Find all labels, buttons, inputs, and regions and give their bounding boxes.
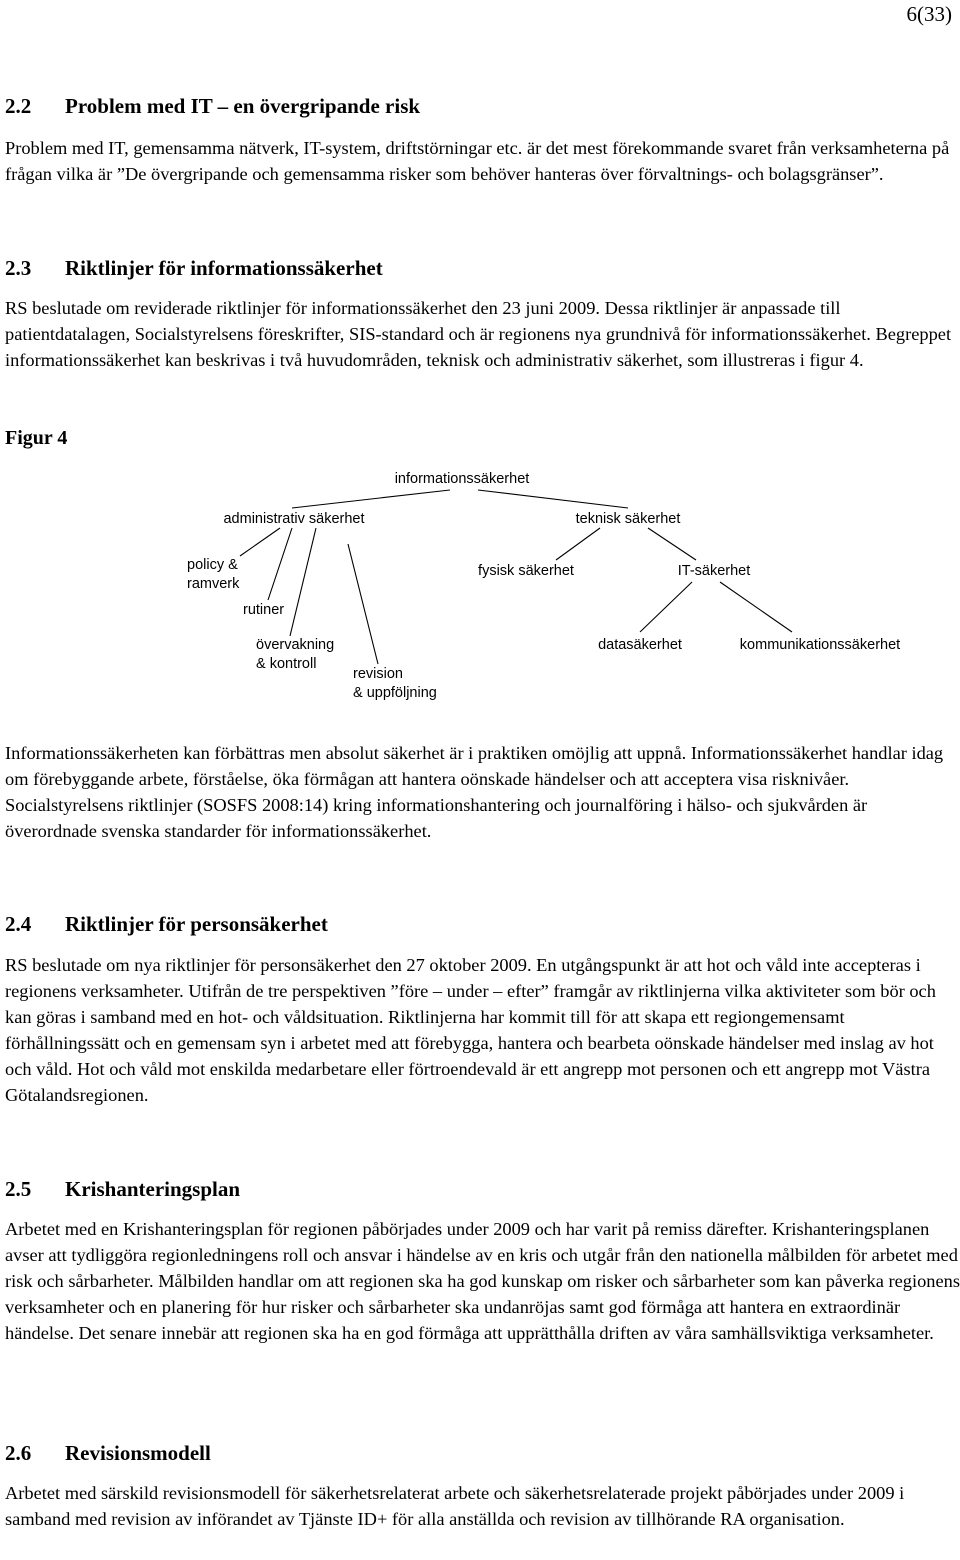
node-teknisk-sakerhet: teknisk säkerhet — [575, 511, 681, 527]
section-heading-2-2 — [5, 94, 420, 119]
edge-tech-fysisk — [556, 528, 600, 560]
section-text-2-3: RS beslutade om reviderade riktlinjer för informationssäkerhet den 23 juni 2009. Dessa riktlinjer är anpassade till patientdatalagen, Socialstyrelsens föreskrifter, SIS-standard och är regionens nya grundnivå för informationssäkerhet. Begreppet informationssäkerhet kan beskrivas i två huvudområden, teknisk och administrativ säkerhet, som illustreras i figur 4. — [5, 298, 952, 370]
edge-admin-rutiner — [268, 528, 292, 600]
section-heading-2-4 — [5, 912, 328, 937]
section-number: 2.6 — [5, 1441, 32, 1465]
section-heading-2-6 — [5, 1441, 211, 1466]
node-rutiner: rutiner — [243, 602, 285, 618]
section-title: Revisionsmodell — [65, 1441, 211, 1465]
page-number: 6(33) — [906, 2, 952, 26]
section-title: Problem med IT – en övergripande risk — [65, 94, 421, 118]
node-revision-line1: revision — [353, 666, 403, 682]
section-number: 2.2 — [5, 94, 32, 118]
edge-root-tech — [478, 490, 628, 508]
node-administrativ-sakerhet: administrativ säkerhet — [223, 511, 365, 527]
section-text-2-4: RS beslutade om nya riktlinjer för personsäkerhet den 27 oktober 2009. En utgångspunkt är att hot och våld inte accepteras i regionens verksamheter. Utifrån de tre perspektiven ”före – under – efter” framgår av riktlinjerna vilka aktiviteter som bör och kan göras i samband med en hot- och våldsituation. Riktlinjerna har kommit till för att skapa ett regiongemensamt förhållningssätt och en gemensam syn i arbetet med att förebygga, hantera och bearbeta oönskade händelser med inslag av hot och våld. Hot och våld mot enskilda medarbetare eller förtroendevald är ett angrepp mot personen och ett angrepp mot Västra Götalandsregionen. — [5, 955, 936, 1105]
node-policy-line1: policy & — [187, 557, 238, 573]
section-heading-2-3 — [5, 256, 383, 281]
section-title: Riktlinjer för informationssäkerhet — [65, 256, 383, 280]
section-title: Riktlinjer för personsäkerhet — [65, 912, 328, 936]
section-text-2-6: Arbetet med särskild revisionsmodell för säkerhetsrelaterat arbete och säkerhetsrelaterade projekt påbörjades under 2009 i samband med revision av införandet av Tjänste ID+ för alla anställda och revision av tillhörande RA organisation. — [5, 1483, 905, 1529]
section-text-2-3-continued: Informationssäkerheten kan förbättras men absolut säkerhet är i praktiken omöjlig att uppnå. Informationssäkerhet handlar idag om förebyggande arbete, förståelse, öka förmågan att hantera oönskade händelser och att acceptera visa risknivåer. Socialstyrelsens riktlinjer (SOSFS 2008:14) kring informationshantering och journalföring i hälso- och sjukvården är överordnade svenska standarder för informationssäkerhet. — [5, 743, 944, 841]
edge-it-komm — [720, 582, 792, 632]
node-datasakerhet: datasäkerhet — [598, 637, 682, 653]
node-revision-line2: & uppföljning — [353, 685, 437, 701]
section-number: 2.4 — [5, 912, 32, 936]
node-it-sakerhet: IT-säkerhet — [677, 563, 751, 579]
edge-root-admin — [292, 490, 450, 508]
node-informationssakerhet: informationssäkerhet — [394, 471, 530, 487]
node-fysisk-sakerhet: fysisk säkerhet — [478, 563, 574, 579]
section-title: Krishanteringsplan — [65, 1177, 241, 1201]
edge-admin-overvakning — [290, 528, 316, 636]
section-text-2-5: Arbetet med en Krishanteringsplan för regionen påbörjades under 2009 och har varit på remiss därefter. Krishanteringsplanen avser att tydliggöra regionledningens roll och ansvar i händelse av en kris och utgår från den nationella målbilden för arbetet med risk och sårbarheter. Målbilden handlar om att regionen ska ha god kunskap om risker och sårbarheter som kan påverka regionens verksamheter och en planering för hur risker och sårbarheter ska undanröjas samt god förmåga att hantera en extraordinär händelse. Det senare innebär att regionen ska ha en god förmåga att upprätthålla driften av våra samhällsviktiga verksamheter. — [5, 1219, 960, 1343]
edge-admin-policy — [240, 528, 280, 556]
node-overvakning-line2: & kontroll — [256, 656, 317, 672]
edge-admin-revision — [348, 544, 378, 664]
edge-tech-it — [648, 528, 696, 560]
section-heading-2-5 — [5, 1177, 240, 1202]
node-kommunikationssakerhet: kommunikationssäkerhet — [739, 637, 901, 653]
section-number: 2.5 — [5, 1177, 32, 1201]
figure-label: Figur 4 — [5, 427, 68, 449]
node-policy-line2: ramverk — [187, 576, 240, 592]
node-overvakning-line1: övervakning — [256, 637, 335, 653]
information-security-diagram — [0, 460, 960, 720]
edge-it-data — [640, 582, 692, 632]
section-text-2-2: Problem med IT, gemensamma nätverk, IT-system, driftstörningar etc. är det mest förekommande svaret från verksamheterna på frågan vilka är ”De övergripande och gemensamma risker som behöver hanteras över förvaltnings- och bolagsgränser”. — [5, 138, 950, 184]
section-number: 2.3 — [5, 256, 32, 280]
